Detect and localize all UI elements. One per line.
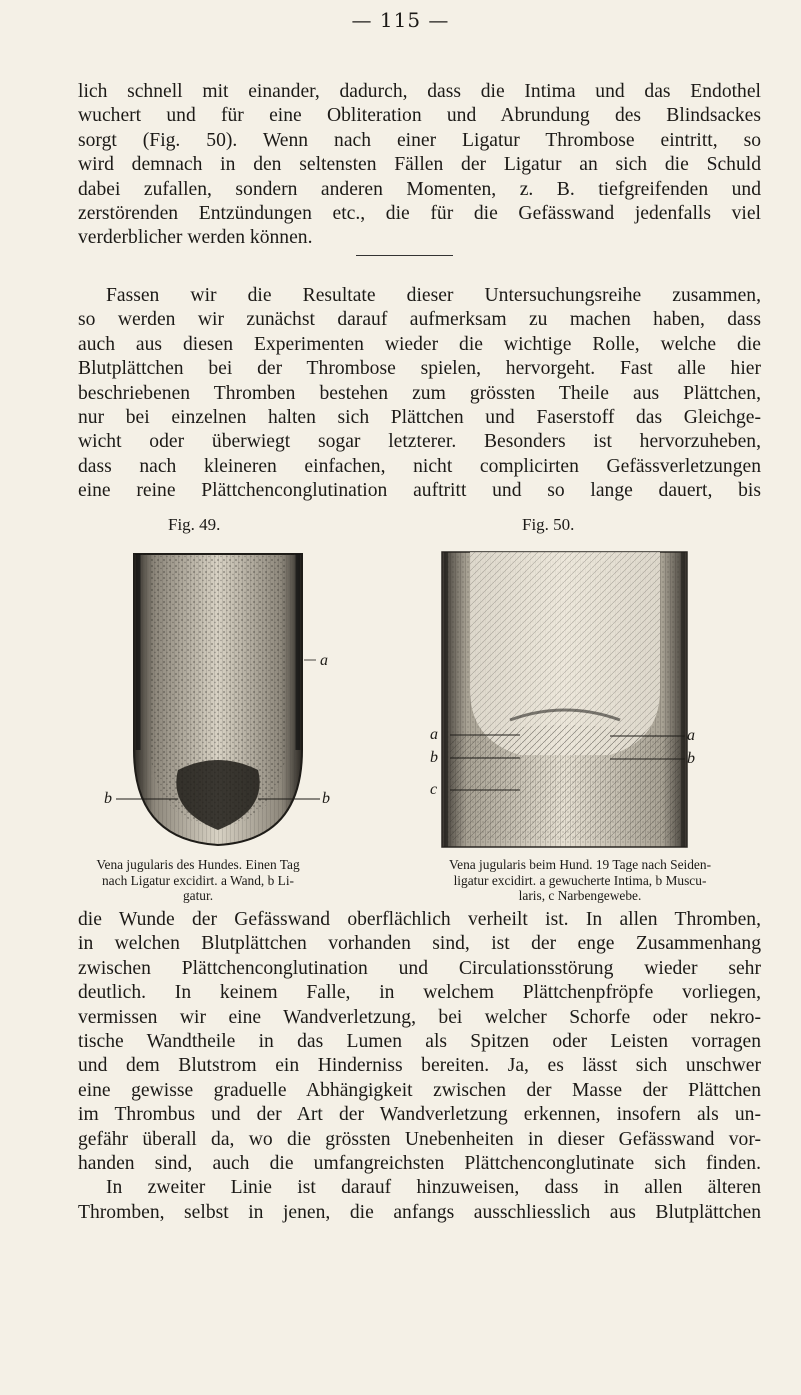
text-line: deutlich. In keinem Falle, in welchem Plättchenpfröpfe vorliegen, [78,982,761,1004]
figure-50-label: Fig. 50. [522,515,575,534]
text-line: Fassen wir die Resultate dieser Untersuchungsreihe zusammen, [106,285,761,306]
text-line: wird demnach in den seltensten Fällen der Ligatur an sich die Schuld [78,154,761,176]
section-divider [356,255,453,256]
text-line: tische Wandtheile in das Lumen als Spitzen oder Leisten vorragen [78,1031,761,1053]
figure-49-illustration [78,540,398,855]
text-line: lich schnell mit einander, dadurch, dass die Intima und das Endothel [78,81,761,102]
figure-50-caption [384,857,776,904]
text-line: dabei zufallen, sondern anderen Momenten, z. B. tiefgreifenden und [78,178,761,200]
caption-line: Vena jugularis beim Hund. 19 Tage nach Seiden- [448,857,712,872]
text-line: im Thrombus und der Art der Wandverletzung erkennen, insofern als un- [78,1104,761,1126]
paragraph-2 [78,284,761,504]
paragraph-1 [78,80,761,251]
caption-line: Vena jugularis des Hundes. Einen Tag [96,857,300,872]
text-line: auch aus diesen Experimenten wieder die wichtige Rolle, welche die [78,333,761,355]
figure-50-marker-b-left: b [430,749,438,766]
text-line: dass nach kleineren einfachen, nicht complicirten Gefässverletzungen [78,455,761,477]
figure-49-marker-b-left: b [104,790,112,807]
figure-50-illustration [410,540,720,855]
text-line: beschriebenen Thromben bestehen zum grössten Theile aus Plättchen, [78,382,761,404]
text-line: handen sind, auch die umfangreichsten Plättchenconglutinate sich finden. [78,1153,761,1175]
text-line: und dem Blutstrom ein Hinderniss bereiten. Ja, es lässt sich unschwer [78,1055,761,1077]
text-line: wicht oder überwiegt sogar letzterer. Besonders ist hervorzuheben, [78,431,761,453]
figure-49-caption [48,857,348,904]
text-line: eine reine Plättchenconglutination auftritt und so lange dauert, bis [78,480,761,502]
figure-50-marker-b-right: b [687,750,695,767]
caption-line: gatur. [182,888,214,903]
text-line: nur bei einzelnen halten sich Plättchen und Faserstoff das Gleichge- [78,407,761,429]
caption-line: nach Ligatur excidirt. a Wand, b Li- [101,872,295,888]
text-line: eine gewisse graduelle Abhängigkeit zwischen der Masse der Plättchen [78,1079,761,1101]
text-line: zwischen Plättchenconglutination und Circulationsstörung wieder sehr [78,957,761,979]
text-line: wuchert und für eine Obliteration und Abrundung des Blindsackes [78,105,761,127]
text-line: sorgt (Fig. 50). Wenn nach einer Ligatur Thrombose eintritt, so [78,129,761,151]
text-line: Thromben, selbst in jenen, die anfangs ausschliesslich aus Blutplättchen [78,1201,761,1223]
figure-50-marker-a-right: a [687,727,695,744]
text-line: so werden wir zunächst darauf aufmerksam zu machen haben, dass [78,309,761,331]
caption-line: laris, c Narbengewebe. [518,888,642,903]
text-line: die Wunde der Gefässwand oberflächlich verheilt ist. In allen Thromben, [78,909,761,930]
text-line: Blutplättchen bei der Thrombose spielen, hervorgeht. Fast alle hier [78,358,761,380]
figure-49-marker-a: a [320,652,328,669]
figure-50-marker-c: c [430,781,438,798]
figure-49-label: Fig. 49. [168,515,221,534]
paragraph-3 [78,908,761,1225]
caption-line: ligatur excidirt. a gewucherte Intima, b Muscu- [453,872,707,888]
figure-49-marker-b-right: b [322,790,330,807]
figure-50-marker-a-left: a [430,726,438,743]
text-line: zerstörenden Entzündungen etc., die für die Gefässwand jedenfalls viel [78,203,761,225]
text-line: vermissen wir eine Wandverletzung, bei welcher Schorfe oder nekro- [78,1006,761,1028]
page-number: — 115 — [351,8,450,32]
text-line: In zweiter Linie ist darauf hinzuweisen, dass in allen älteren [106,1177,761,1199]
text-line: gefähr überall da, wo die grössten Unebenheiten in dieser Gefässwand vor- [78,1128,761,1150]
text-line: verderblicher werden können. [78,227,313,249]
text-line: in welchen Blutplättchen vorhanden sind, ist der enge Zusammenhang [78,933,761,955]
